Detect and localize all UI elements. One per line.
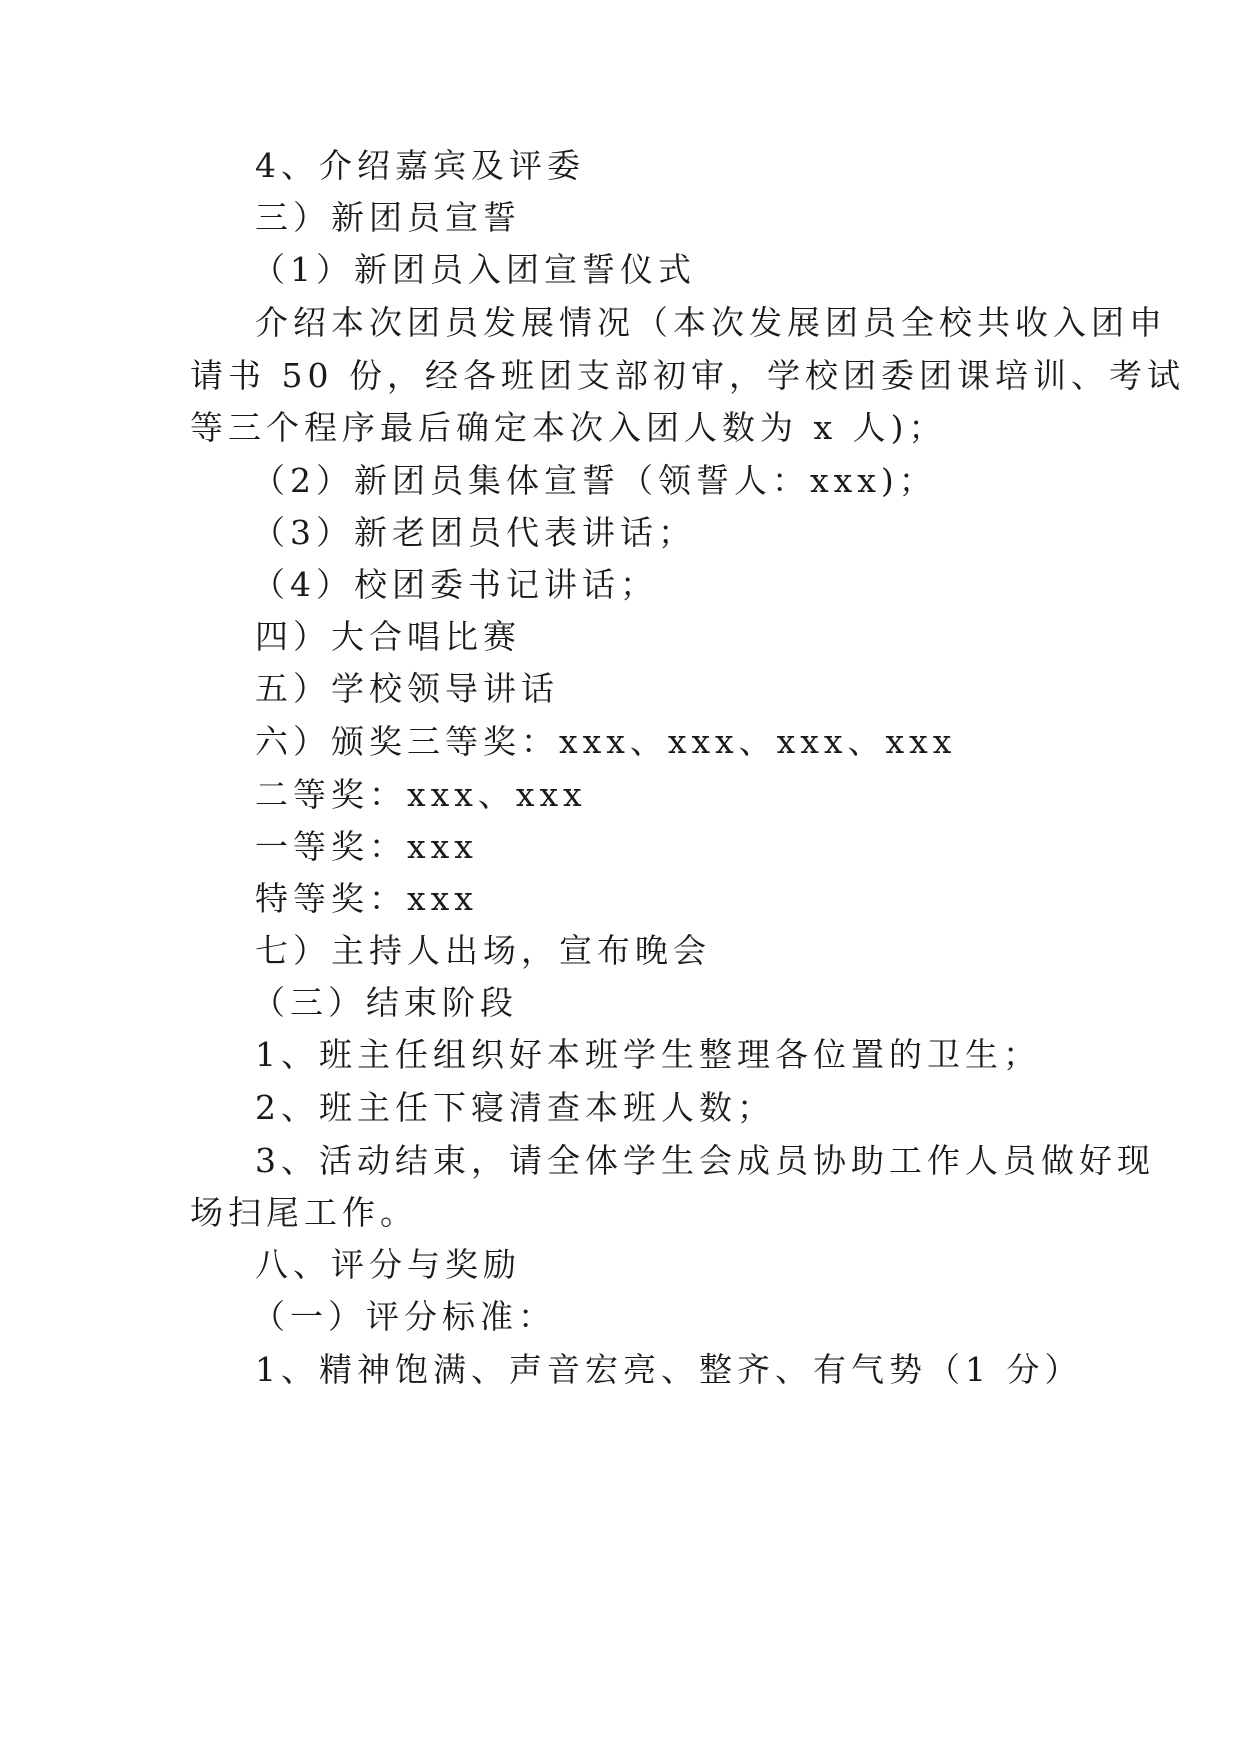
text-line: 三）新团员宣誓 [255, 198, 521, 237]
text-line: 1、精神饱满、声音宏亮、整齐、有气势（1 分） [255, 1350, 1083, 1389]
text-line: 六）颁奖三等奖：xxx、xxx、xxx、xxx [255, 722, 957, 761]
text-line: 介绍本次团员发展情况（本次发展团员全校共收入团申 [255, 303, 1167, 342]
text-line: 八、评分与奖励 [255, 1245, 521, 1284]
text-line: 特等奖：xxx [255, 879, 478, 918]
text-line: （3）新老团员代表讲话； [252, 513, 696, 552]
text-line: （2）新团员集体宣誓（领誓人：xxx)； [252, 461, 937, 500]
text-line: 七）主持人出场，宣布晚会 [255, 931, 711, 970]
text-line: 等三个程序最后确定本次入团人数为 x 人)； [190, 408, 947, 447]
text-line: 1、班主任组织好本班学生整理各位置的卫生； [255, 1035, 1041, 1074]
text-line: 一等奖：xxx [255, 827, 478, 866]
text-line: （三）结束阶段 [252, 983, 518, 1022]
text-line: 四）大合唱比赛 [255, 617, 521, 656]
text-line: （一）评分标准： [252, 1297, 556, 1336]
text-line: 场扫尾工作。 [190, 1193, 418, 1232]
text-line: （1）新团员入团宣誓仪式 [252, 250, 696, 289]
text-line: 五）学校领导讲话 [255, 669, 559, 708]
text-line: 2、班主任下寝清查本班人数； [255, 1088, 775, 1127]
text-line: 请书 50 份，经各班团支部初审，学校团委团课培训、考试 [190, 356, 1185, 395]
text-line: 4、介绍嘉宾及评委 [255, 146, 585, 185]
text-line: 3、活动结束，请全体学生会成员协助工作人员做好现 [255, 1141, 1155, 1180]
text-line: 二等奖：xxx、xxx [255, 775, 587, 814]
text-line: （4）校团委书记讲话； [252, 565, 658, 604]
